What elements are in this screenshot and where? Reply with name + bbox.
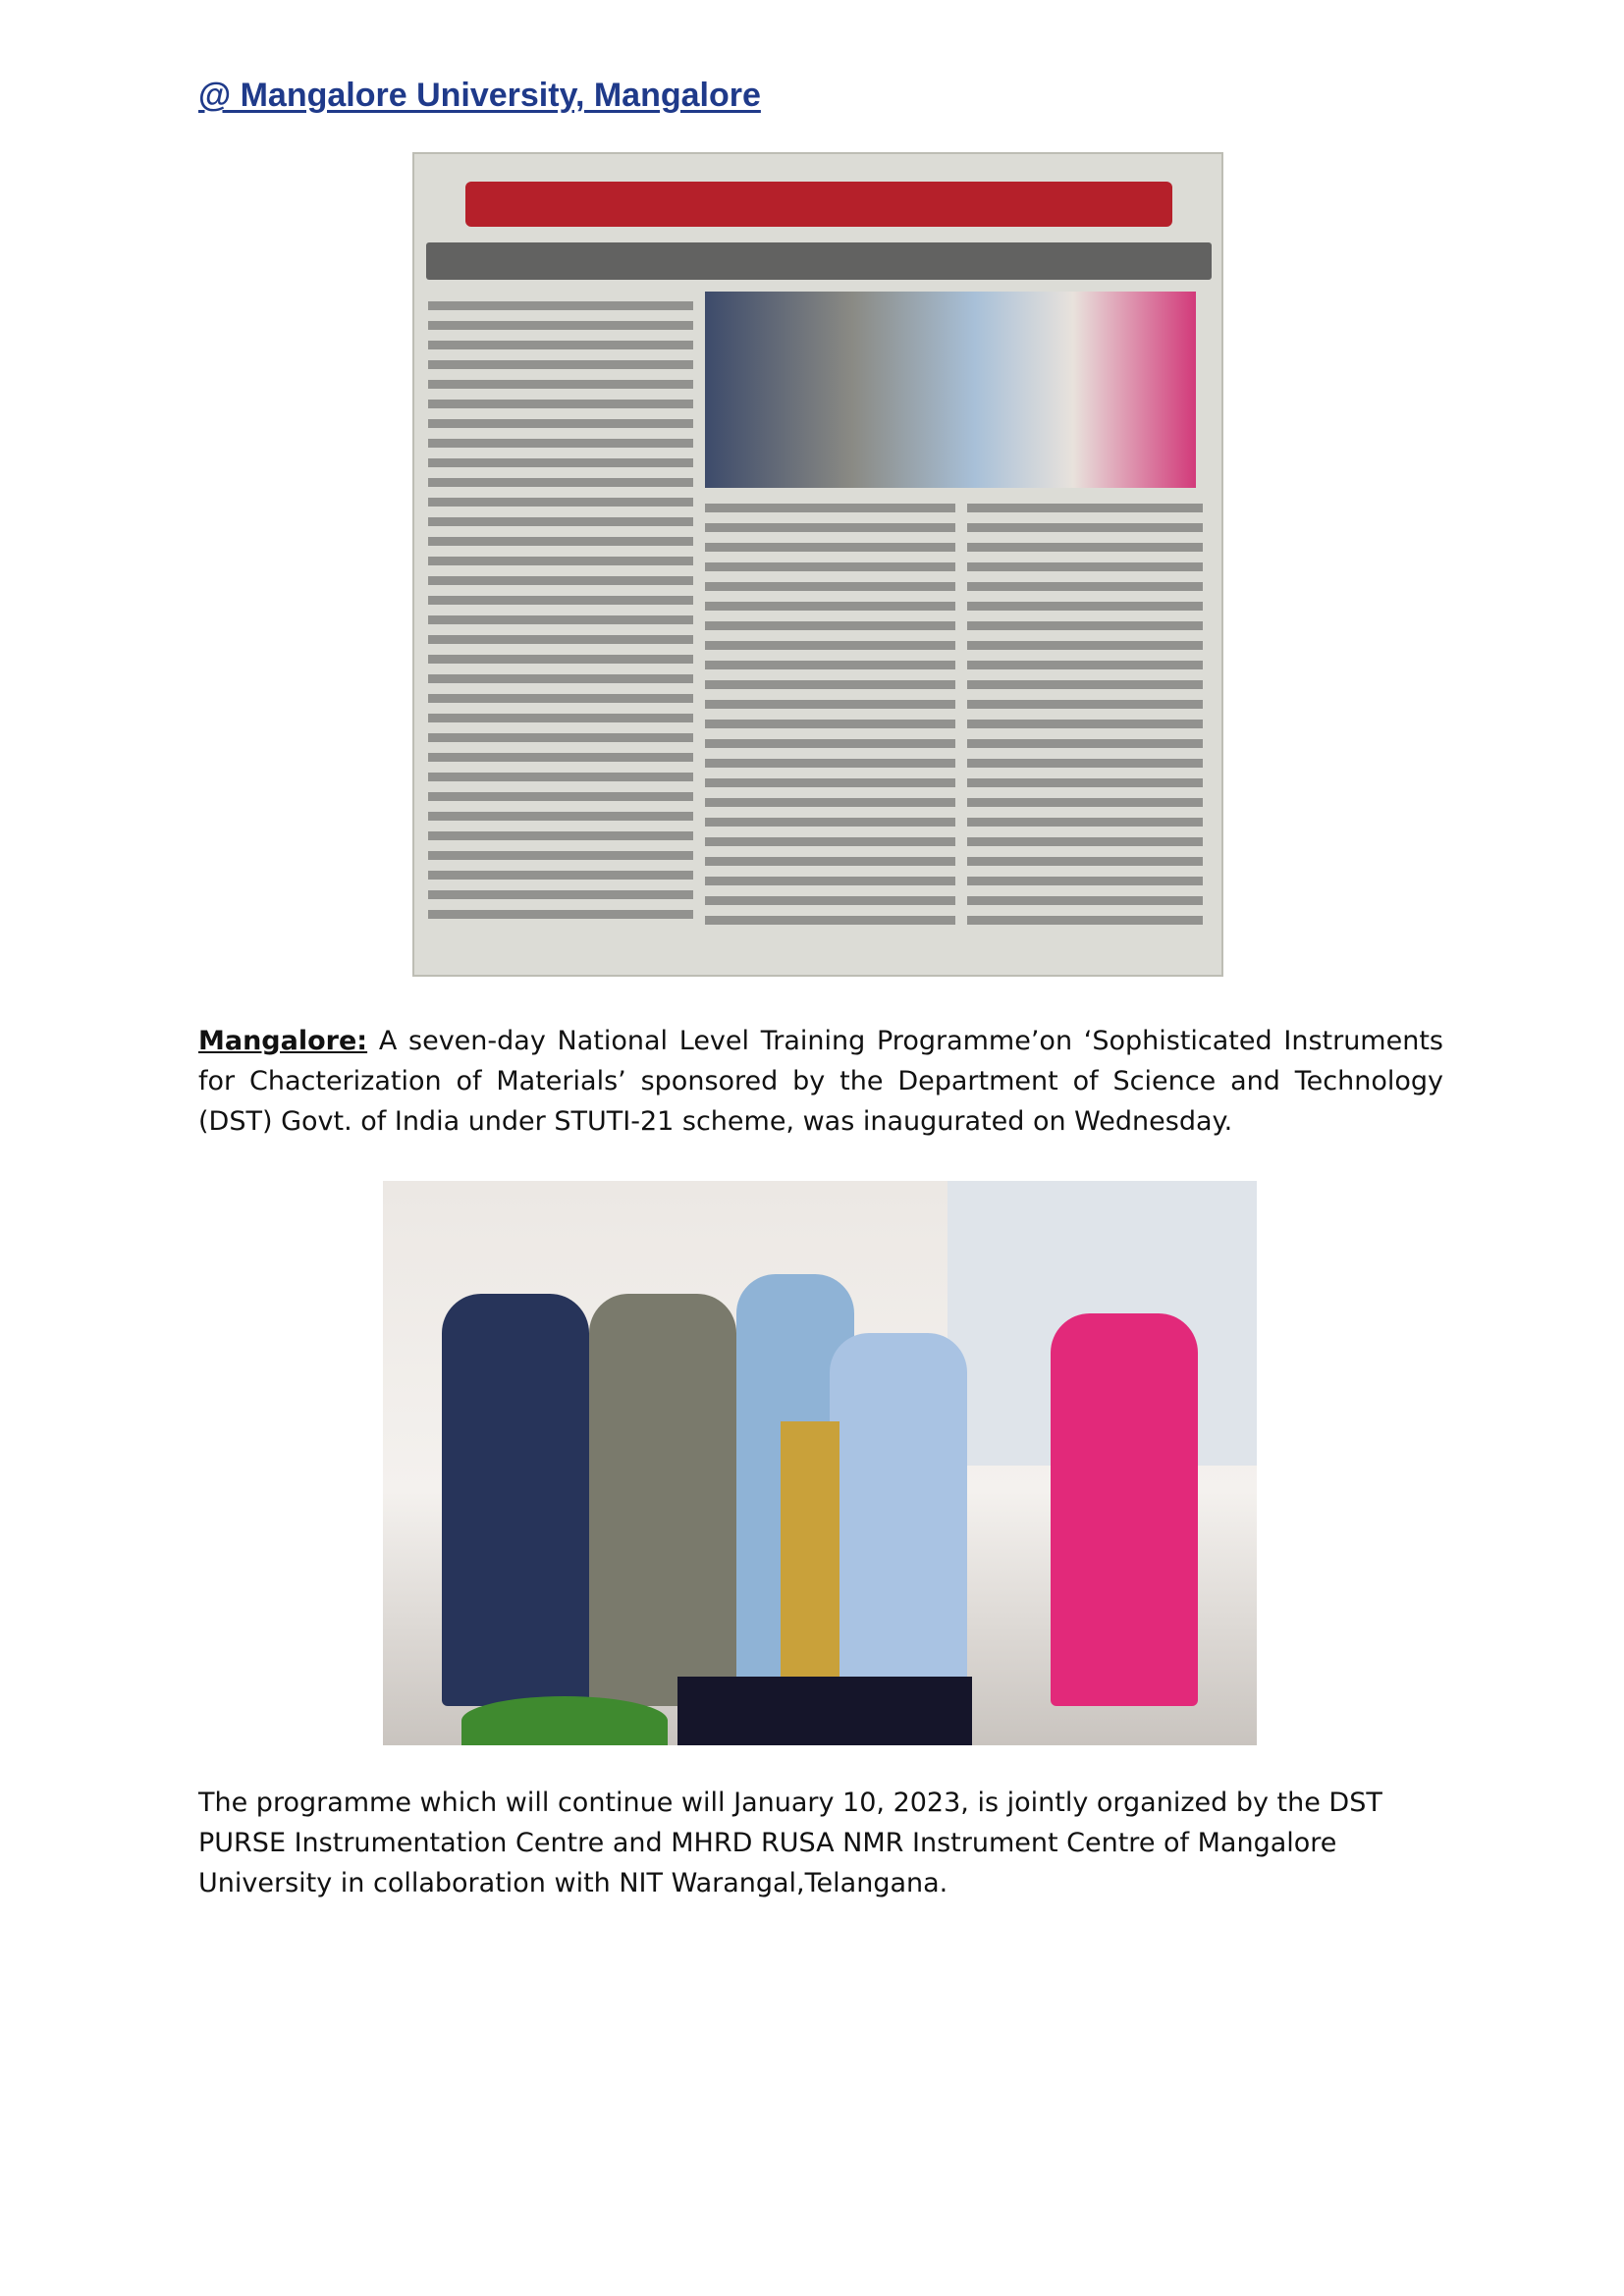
inauguration-photo	[383, 1181, 1257, 1745]
clipping-headline-banner	[465, 182, 1172, 227]
page-heading: @ Mangalore University, Mangalore	[198, 77, 761, 114]
newspaper-clipping-image	[412, 152, 1223, 977]
clipping-text-column	[705, 504, 955, 930]
person-figure	[1051, 1313, 1198, 1706]
article-paragraph-1-text: A seven-day National Level Training Programme’on ‘Sophisticated Instruments for Chacterization of Materials’ sponsored by the Department of Science and Technology (DST) Govt. of India under STUTI-21 scheme, was inaugurated on Wednesday.	[198, 1026, 1443, 1137]
clipping-text-column	[428, 301, 693, 930]
potted-plant	[461, 1696, 668, 1745]
person-figure	[442, 1294, 589, 1706]
article-dateline: Mangalore:	[198, 1026, 368, 1056]
article-paragraph-2: The programme which will continue will January 10, 2023, is jointly organized by the DST PURSE Instrumentation Centre and MHRD RUSA NMR Instrument Centre of Mangalore University in collaboration with NIT Warangal,Telangana.	[198, 1788, 1382, 1898]
person-figure	[830, 1333, 967, 1706]
clipping-text-column	[967, 504, 1203, 930]
person-figure	[589, 1294, 736, 1706]
clipping-photo	[705, 292, 1196, 488]
brass-lamp	[781, 1421, 839, 1706]
article-paragraph-1	[198, 1021, 1443, 1142]
stage-table	[677, 1677, 972, 1745]
clipping-subheadline	[426, 242, 1212, 280]
